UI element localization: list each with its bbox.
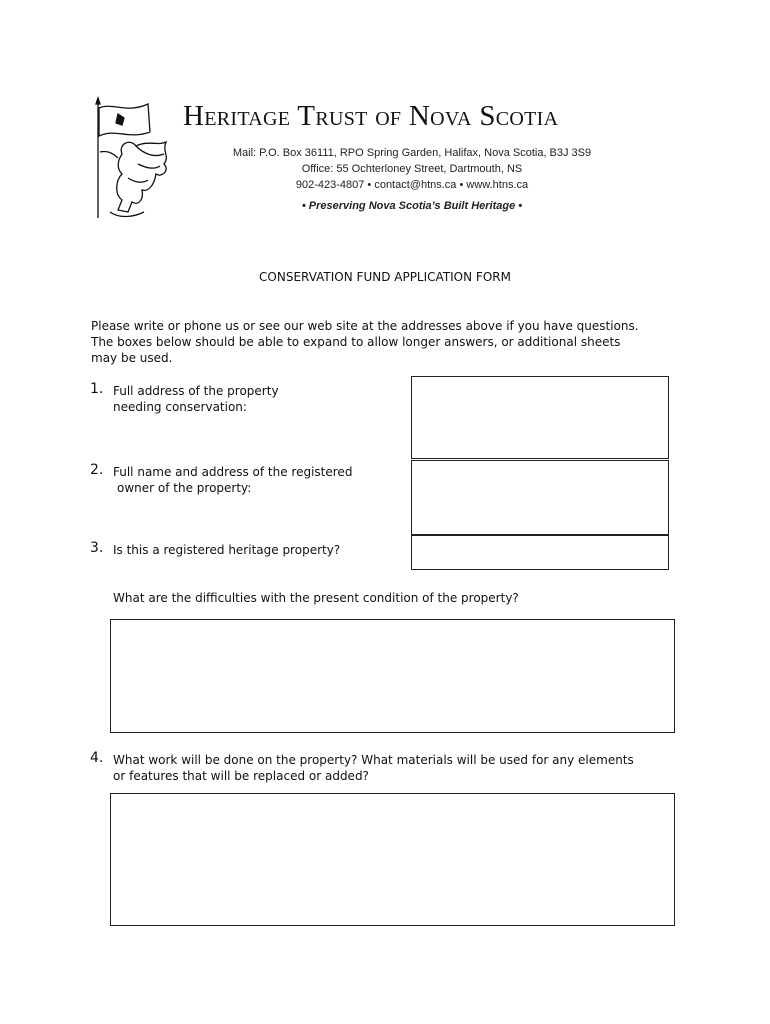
question-line: Full name and address of the registered bbox=[113, 465, 353, 479]
question-3-number: 3. bbox=[90, 540, 104, 556]
property-condition-field[interactable] bbox=[110, 619, 675, 733]
intro-line: The boxes below should be able to expand to allow longer answers, or additional sheets bbox=[91, 335, 621, 349]
condition-question-text: What are the difficulties with the present condition of the property? bbox=[113, 591, 519, 605]
question-2-text bbox=[113, 464, 403, 496]
organization-name: Heritage Trust of Nova Scotia bbox=[183, 100, 559, 132]
question-line: What work will be done on the property? What materials will be used for any elements bbox=[113, 753, 634, 767]
question-line: owner of the property: bbox=[117, 481, 252, 495]
question-line: or features that will be replaced or added? bbox=[113, 769, 369, 783]
question-line: needing conservation: bbox=[113, 400, 247, 414]
heritage-trust-logo bbox=[88, 94, 178, 222]
planned-work-field[interactable] bbox=[110, 793, 675, 926]
form-title: CONSERVATION FUND APPLICATION FORM bbox=[259, 270, 511, 284]
owner-name-address-field[interactable] bbox=[411, 460, 669, 535]
question-3-text: Is this a registered heritage property? bbox=[113, 543, 341, 557]
intro-line: Please write or phone us or see our web site at the addresses above if you have questions. bbox=[91, 319, 639, 333]
property-address-field[interactable] bbox=[411, 376, 669, 459]
mail-address: Mail: P.O. Box 36111, RPO Spring Garden, Halifax, Nova Scotia, B3J 3S9 bbox=[232, 147, 592, 159]
intro-line: may be used. bbox=[91, 351, 173, 365]
heritage-registration-field[interactable] bbox=[411, 535, 669, 570]
question-4-text bbox=[113, 752, 693, 784]
contact-info: 902-423-4807 • contact@htns.ca • www.htns.ca bbox=[295, 179, 529, 191]
question-1-number: 1. bbox=[90, 381, 104, 397]
office-address: Office: 55 Ochterloney Street, Dartmouth, NS bbox=[301, 163, 523, 175]
question-1-text bbox=[113, 383, 393, 415]
question-4-number: 4. bbox=[90, 750, 104, 766]
intro-paragraph bbox=[91, 318, 681, 366]
question-line: Full address of the property bbox=[113, 384, 279, 398]
tagline: • Preserving Nova Scotia’s Built Heritage • bbox=[301, 200, 523, 212]
question-2-number: 2. bbox=[90, 462, 104, 478]
